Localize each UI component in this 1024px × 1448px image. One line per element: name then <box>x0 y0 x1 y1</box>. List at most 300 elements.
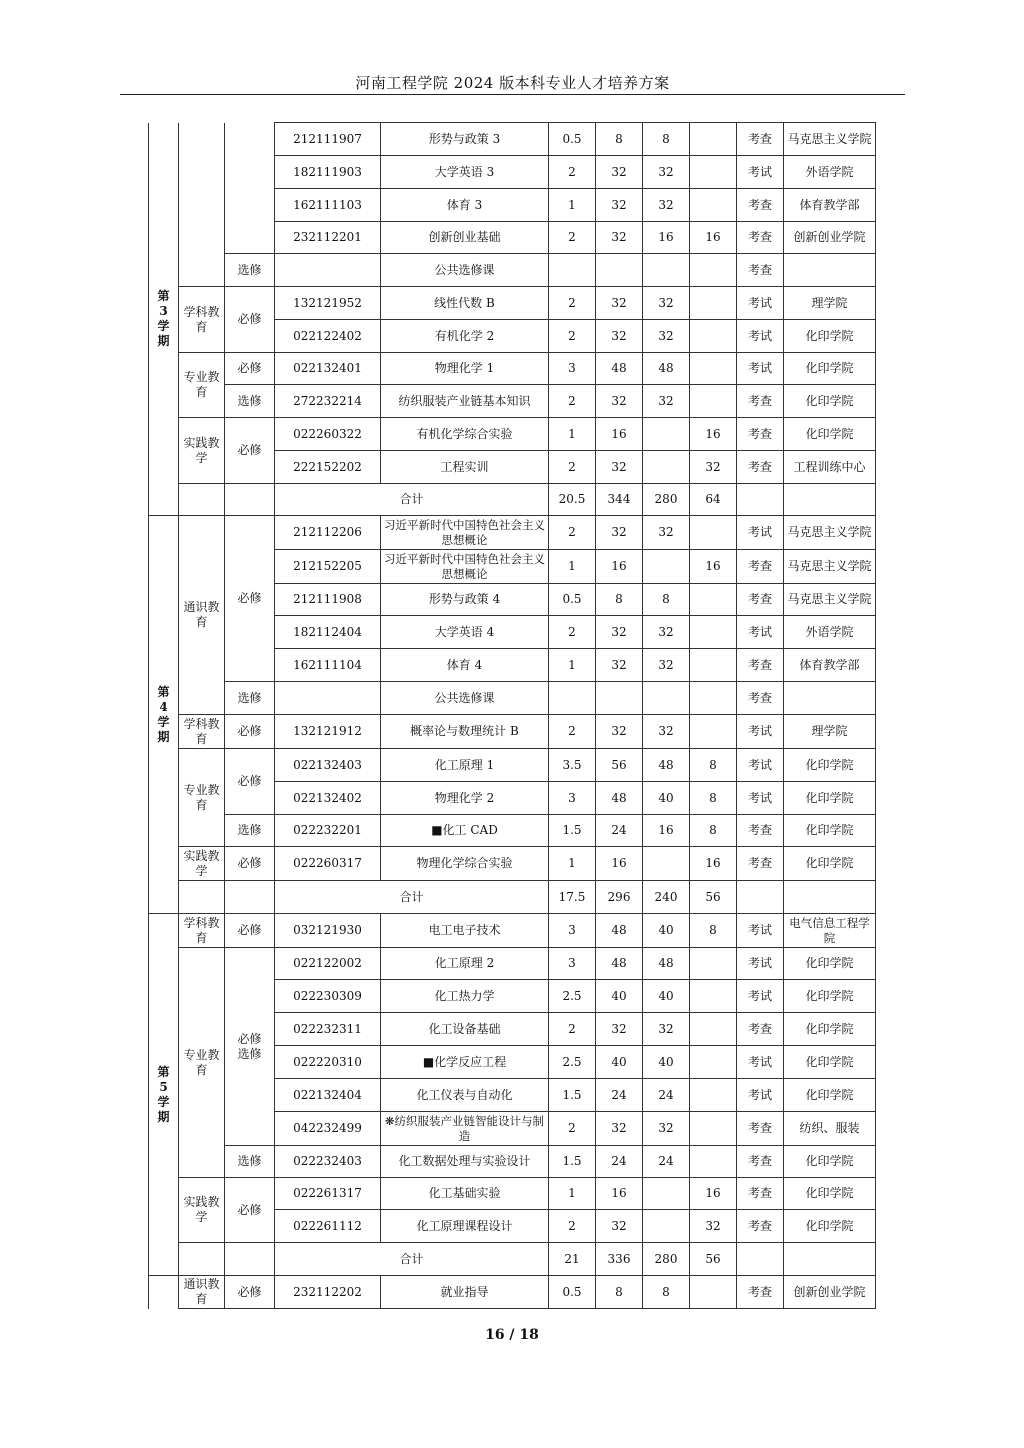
cell-total: 32 <box>596 616 643 649</box>
cell-assess: 考试 <box>737 749 784 782</box>
cell-name: 线性代数 B <box>381 287 549 320</box>
cell-assess: 考查 <box>737 1276 784 1309</box>
cell-theory: 40 <box>643 914 690 948</box>
cell-credit: 3 <box>549 353 596 385</box>
cell-theory: 32 <box>643 320 690 353</box>
cell-code: 022232201 <box>275 815 381 847</box>
cell-code: 022132403 <box>275 749 381 782</box>
cell-credit <box>549 682 596 715</box>
cell-theory: 32 <box>643 715 690 749</box>
type-cell: 必修 <box>225 287 275 353</box>
cell-name: 公共选修课 <box>381 254 549 287</box>
table-cell <box>179 484 225 516</box>
cell-practice <box>690 1146 737 1178</box>
cell-credit: 2 <box>549 616 596 649</box>
cell-theory: 32 <box>643 516 690 550</box>
table-row <box>149 1178 876 1210</box>
cell-theory <box>643 418 690 451</box>
cell-assess: 考查 <box>737 682 784 715</box>
cell-assess: 考试 <box>737 782 784 815</box>
cell-assess: 考查 <box>737 123 784 156</box>
cell-practice <box>690 1013 737 1046</box>
category-cell: 通识教育 <box>179 1276 225 1309</box>
table-cell <box>225 484 275 516</box>
cell-theory <box>643 451 690 484</box>
cell-theory: 8 <box>643 584 690 616</box>
cell-total: 8 <box>596 123 643 156</box>
semester-label: 第 4 学 期 <box>149 516 179 914</box>
cell-credit: 0.5 <box>549 123 596 156</box>
cell-total: 56 <box>596 749 643 782</box>
type-cell: 选修 <box>225 682 275 715</box>
cell-credit: 1 <box>549 189 596 222</box>
cell-practice: 8 <box>690 815 737 847</box>
cell-name: 习近平新时代中国特色社会主义思想概论 <box>381 516 549 550</box>
total-practice: 64 <box>690 484 737 516</box>
cell-assess: 考查 <box>737 847 784 881</box>
cell-theory: 48 <box>643 353 690 385</box>
cell-assess: 考查 <box>737 189 784 222</box>
cell-code: 022232311 <box>275 1013 381 1046</box>
cell-assess: 考查 <box>737 1112 784 1146</box>
cell-credit: 2.5 <box>549 980 596 1013</box>
category-cell: 专业教育 <box>179 948 225 1178</box>
cell-total: 32 <box>596 451 643 484</box>
total-label: 合计 <box>275 881 549 914</box>
cell-theory: 32 <box>643 649 690 682</box>
header-divider <box>120 94 905 95</box>
cell-theory: 16 <box>643 222 690 254</box>
cell-total: 32 <box>596 385 643 418</box>
cell-name: 有机化学 2 <box>381 320 549 353</box>
table-row <box>149 287 876 320</box>
cell-code: 022230309 <box>275 980 381 1013</box>
table-row <box>149 682 876 715</box>
cell-assess: 考试 <box>737 320 784 353</box>
cell-assess: 考试 <box>737 156 784 189</box>
cell-dept: 化印学院 <box>784 782 876 815</box>
cell-assess: 考试 <box>737 287 784 320</box>
category-cell <box>179 123 225 287</box>
cell-dept: 理学院 <box>784 287 876 320</box>
cell-assess: 考查 <box>737 1210 784 1243</box>
cell-dept: 化印学院 <box>784 320 876 353</box>
cell-total: 8 <box>596 584 643 616</box>
cell-practice <box>690 123 737 156</box>
cell-practice <box>690 1046 737 1079</box>
cell-total: 16 <box>596 550 643 584</box>
cell-name: 化工热力学 <box>381 980 549 1013</box>
table-row <box>149 385 876 418</box>
total-practice: 56 <box>690 1243 737 1276</box>
cell-code: 222152202 <box>275 451 381 484</box>
cell-code: 212111908 <box>275 584 381 616</box>
cell-code: 232112201 <box>275 222 381 254</box>
cell-practice: 32 <box>690 1210 737 1243</box>
cell-credit: 2 <box>549 320 596 353</box>
table-cell <box>225 1243 275 1276</box>
cell-assess: 考查 <box>737 584 784 616</box>
cell-dept: 创新创业学院 <box>784 222 876 254</box>
cell-practice <box>690 287 737 320</box>
cell-dept: 化印学院 <box>784 1210 876 1243</box>
table-cell <box>737 881 784 914</box>
cell-theory: 40 <box>643 980 690 1013</box>
cell-name: 物理化学综合实验 <box>381 847 549 881</box>
cell-code: 182111903 <box>275 156 381 189</box>
cell-credit: 1 <box>549 847 596 881</box>
cell-practice <box>690 189 737 222</box>
cell-practice <box>690 980 737 1013</box>
cell-name: 化工原理课程设计 <box>381 1210 549 1243</box>
type-cell: 选修 <box>225 385 275 418</box>
cell-practice: 16 <box>690 550 737 584</box>
cell-name: 有机化学综合实验 <box>381 418 549 451</box>
cell-name: 公共选修课 <box>381 682 549 715</box>
table-row <box>149 254 876 287</box>
cell-practice <box>690 1112 737 1146</box>
cell-practice <box>690 156 737 189</box>
cell-code: 232112202 <box>275 1276 381 1309</box>
table-row <box>149 1146 876 1178</box>
cell-theory: 24 <box>643 1146 690 1178</box>
category-cell: 实践教学 <box>179 418 225 484</box>
cell-name: 化工设备基础 <box>381 1013 549 1046</box>
cell-total: 32 <box>596 1210 643 1243</box>
cell-theory: 32 <box>643 287 690 320</box>
cell-assess: 考试 <box>737 980 784 1013</box>
cell-total: 32 <box>596 222 643 254</box>
cell-total: 32 <box>596 189 643 222</box>
cell-assess: 考查 <box>737 385 784 418</box>
table-cell <box>784 1243 876 1276</box>
cell-dept: 化印学院 <box>784 1079 876 1112</box>
cell-dept: 化印学院 <box>784 1046 876 1079</box>
table-cell <box>737 1243 784 1276</box>
cell-total: 32 <box>596 287 643 320</box>
type-cell: 必修选修 <box>225 948 275 1146</box>
cell-dept: 体育教学部 <box>784 189 876 222</box>
cell-credit: 0.5 <box>549 1276 596 1309</box>
semester-label: 第 3 学 期 <box>149 123 179 516</box>
cell-total: 48 <box>596 914 643 948</box>
cell-practice: 16 <box>690 847 737 881</box>
table-row <box>149 418 876 451</box>
cell-theory: 32 <box>643 616 690 649</box>
cell-practice <box>690 948 737 980</box>
cell-credit: 2.5 <box>549 1046 596 1079</box>
type-cell: 必修 <box>225 418 275 484</box>
cell-theory: 48 <box>643 948 690 980</box>
total-theory: 240 <box>643 881 690 914</box>
cell-code: 182112404 <box>275 616 381 649</box>
total-theory: 280 <box>643 1243 690 1276</box>
cell-credit: 2 <box>549 715 596 749</box>
cell-total: 24 <box>596 1079 643 1112</box>
table-row <box>149 715 876 749</box>
cell-theory: 32 <box>643 156 690 189</box>
cell-assess: 考试 <box>737 616 784 649</box>
cell-practice: 8 <box>690 914 737 948</box>
cell-dept: 创新创业学院 <box>784 1276 876 1309</box>
cell-total: 32 <box>596 516 643 550</box>
cell-practice: 8 <box>690 782 737 815</box>
table-cell <box>737 484 784 516</box>
cell-total: 32 <box>596 320 643 353</box>
cell-theory <box>643 682 690 715</box>
cell-total: 40 <box>596 1046 643 1079</box>
cell-name: 就业指导 <box>381 1276 549 1309</box>
total-credit: 20.5 <box>549 484 596 516</box>
cell-theory: 32 <box>643 1112 690 1146</box>
page-number: 16 / 18 <box>485 1327 539 1343</box>
cell-theory: 40 <box>643 1046 690 1079</box>
cell-total: 48 <box>596 948 643 980</box>
cell-total: 32 <box>596 1112 643 1146</box>
cell-assess: 考查 <box>737 1178 784 1210</box>
cell-dept: 化印学院 <box>784 418 876 451</box>
cell-code: 032121930 <box>275 914 381 948</box>
cell-practice: 8 <box>690 749 737 782</box>
cell-practice <box>690 1079 737 1112</box>
cell-dept: 体育教学部 <box>784 649 876 682</box>
category-cell: 通识教育 <box>179 516 225 715</box>
cell-code <box>275 254 381 287</box>
cell-theory: 24 <box>643 1079 690 1112</box>
cell-credit: 3.5 <box>549 749 596 782</box>
cell-dept: 化印学院 <box>784 948 876 980</box>
type-cell: 选修 <box>225 815 275 847</box>
category-cell: 专业教育 <box>179 353 225 418</box>
cell-total: 32 <box>596 1013 643 1046</box>
cell-practice: 16 <box>690 418 737 451</box>
cell-credit: 2 <box>549 516 596 550</box>
total-label: 合计 <box>275 484 549 516</box>
cell-code: 132121952 <box>275 287 381 320</box>
table-row <box>149 353 876 385</box>
cell-assess: 考查 <box>737 1013 784 1046</box>
cell-name: 工程实训 <box>381 451 549 484</box>
cell-code: 022122002 <box>275 948 381 980</box>
total-credit: 17.5 <box>549 881 596 914</box>
type-cell <box>225 123 275 254</box>
total-theory: 280 <box>643 484 690 516</box>
cell-practice: 32 <box>690 451 737 484</box>
cell-dept: 马克思主义学院 <box>784 123 876 156</box>
cell-practice <box>690 516 737 550</box>
table-cell <box>784 484 876 516</box>
cell-name: 体育 3 <box>381 189 549 222</box>
cell-total: 16 <box>596 1178 643 1210</box>
cell-name: ■化学反应工程 <box>381 1046 549 1079</box>
cell-code: 212111907 <box>275 123 381 156</box>
type-cell: 选修 <box>225 1146 275 1178</box>
cell-credit: 1.5 <box>549 1146 596 1178</box>
cell-code: 272232214 <box>275 385 381 418</box>
cell-theory <box>643 1178 690 1210</box>
cell-assess: 考查 <box>737 550 784 584</box>
cell-credit: 2 <box>549 1013 596 1046</box>
type-cell: 选修 <box>225 254 275 287</box>
cell-practice: 16 <box>690 222 737 254</box>
cell-assess: 考查 <box>737 1146 784 1178</box>
cell-total: 16 <box>596 418 643 451</box>
total-hours: 336 <box>596 1243 643 1276</box>
cell-credit: 3 <box>549 948 596 980</box>
cell-credit: 3 <box>549 782 596 815</box>
cell-dept: 纺织、服装 <box>784 1112 876 1146</box>
cell-total: 32 <box>596 156 643 189</box>
type-cell: 必修 <box>225 847 275 881</box>
cell-practice <box>690 616 737 649</box>
table-row <box>149 1276 876 1309</box>
cell-name: 化工仪表与自动化 <box>381 1079 549 1112</box>
cell-code: 022132401 <box>275 353 381 385</box>
cell-dept: 化印学院 <box>784 847 876 881</box>
cell-assess: 考试 <box>737 715 784 749</box>
cell-assess: 考试 <box>737 1046 784 1079</box>
cell-assess: 考查 <box>737 815 784 847</box>
cell-dept: 马克思主义学院 <box>784 584 876 616</box>
cell-name: 形势与政策 3 <box>381 123 549 156</box>
table-row <box>149 881 876 914</box>
cell-dept: 化印学院 <box>784 385 876 418</box>
cell-practice <box>690 1276 737 1309</box>
cell-name: 物理化学 1 <box>381 353 549 385</box>
cell-code: 022261317 <box>275 1178 381 1210</box>
page-header-title: 河南工程学院 2024 版本科专业人才培养方案 <box>355 74 670 92</box>
cell-credit: 1.5 <box>549 815 596 847</box>
cell-theory: 8 <box>643 123 690 156</box>
semester-label: 第 5 学 期 <box>149 914 179 1276</box>
cell-dept: 电气信息工程学院 <box>784 914 876 948</box>
cell-code: 042232499 <box>275 1112 381 1146</box>
total-practice: 56 <box>690 881 737 914</box>
cell-credit: 2 <box>549 287 596 320</box>
cell-assess: 考查 <box>737 254 784 287</box>
cell-total: 32 <box>596 715 643 749</box>
cell-total: 8 <box>596 1276 643 1309</box>
cell-theory: 8 <box>643 1276 690 1309</box>
curriculum-body <box>149 123 876 1309</box>
cell-dept: 工程训练中心 <box>784 451 876 484</box>
cell-total <box>596 682 643 715</box>
cell-dept: 理学院 <box>784 715 876 749</box>
cell-practice <box>690 715 737 749</box>
cell-theory: 16 <box>643 815 690 847</box>
category-cell: 专业教育 <box>179 749 225 847</box>
cell-credit: 2 <box>549 156 596 189</box>
table-row <box>149 1243 876 1276</box>
cell-name: 概率论与数理统计 B <box>381 715 549 749</box>
cell-practice <box>690 584 737 616</box>
cell-name: 化工原理 2 <box>381 948 549 980</box>
table-row <box>149 484 876 516</box>
cell-name: 化工基础实验 <box>381 1178 549 1210</box>
cell-dept: 化印学院 <box>784 1178 876 1210</box>
cell-code: 132121912 <box>275 715 381 749</box>
table-row <box>149 948 876 980</box>
type-cell: 必修 <box>225 914 275 948</box>
cell-practice <box>690 353 737 385</box>
cell-assess: 考查 <box>737 222 784 254</box>
cell-theory <box>643 847 690 881</box>
cell-credit: 2 <box>549 1112 596 1146</box>
cell-dept <box>784 254 876 287</box>
cell-credit: 2 <box>549 385 596 418</box>
cell-theory <box>643 550 690 584</box>
category-cell: 学科教育 <box>179 715 225 749</box>
type-cell: 必修 <box>225 715 275 749</box>
total-credit: 21 <box>549 1243 596 1276</box>
cell-total: 32 <box>596 649 643 682</box>
cell-assess: 考试 <box>737 353 784 385</box>
cell-total <box>596 254 643 287</box>
cell-dept <box>784 682 876 715</box>
cell-credit: 0.5 <box>549 584 596 616</box>
cell-theory: 48 <box>643 749 690 782</box>
cell-assess: 考试 <box>737 914 784 948</box>
cell-code: 162111103 <box>275 189 381 222</box>
cell-name: ■化工 CAD <box>381 815 549 847</box>
cell-code: 162111104 <box>275 649 381 682</box>
cell-credit: 1 <box>549 418 596 451</box>
cell-name: 大学英语 4 <box>381 616 549 649</box>
cell-credit: 2 <box>549 222 596 254</box>
cell-dept: 外语学院 <box>784 616 876 649</box>
curriculum-table <box>148 122 876 1309</box>
cell-dept: 化印学院 <box>784 1146 876 1178</box>
cell-code: 022220310 <box>275 1046 381 1079</box>
cell-code: 022232403 <box>275 1146 381 1178</box>
cell-code: 022122402 <box>275 320 381 353</box>
total-hours: 296 <box>596 881 643 914</box>
cell-assess: 考试 <box>737 516 784 550</box>
cell-name: 大学英语 3 <box>381 156 549 189</box>
cell-code <box>275 682 381 715</box>
cell-practice <box>690 385 737 418</box>
cell-credit: 3 <box>549 914 596 948</box>
cell-credit: 1 <box>549 1178 596 1210</box>
table-cell <box>784 881 876 914</box>
cell-name: 习近平新时代中国特色社会主义思想概论 <box>381 550 549 584</box>
cell-credit: 2 <box>549 451 596 484</box>
cell-theory <box>643 1210 690 1243</box>
cell-credit <box>549 254 596 287</box>
cell-name: 电工电子技术 <box>381 914 549 948</box>
cell-code: 022260322 <box>275 418 381 451</box>
category-cell: 学科教育 <box>179 287 225 353</box>
cell-name: 形势与政策 4 <box>381 584 549 616</box>
cell-assess: 考试 <box>737 1079 784 1112</box>
cell-code: 212152205 <box>275 550 381 584</box>
table-row <box>149 815 876 847</box>
cell-practice <box>690 320 737 353</box>
cell-name: 化工数据处理与实验设计 <box>381 1146 549 1178</box>
type-cell: 必修 <box>225 516 275 682</box>
cell-total: 48 <box>596 782 643 815</box>
cell-credit: 2 <box>549 1210 596 1243</box>
cell-code: 022261112 <box>275 1210 381 1243</box>
cell-assess: 考查 <box>737 418 784 451</box>
type-cell: 必修 <box>225 1178 275 1243</box>
cell-dept: 化印学院 <box>784 980 876 1013</box>
table-row <box>149 847 876 881</box>
cell-assess: 考查 <box>737 451 784 484</box>
cell-dept: 马克思主义学院 <box>784 516 876 550</box>
cell-total: 24 <box>596 815 643 847</box>
cell-dept: 化印学院 <box>784 353 876 385</box>
